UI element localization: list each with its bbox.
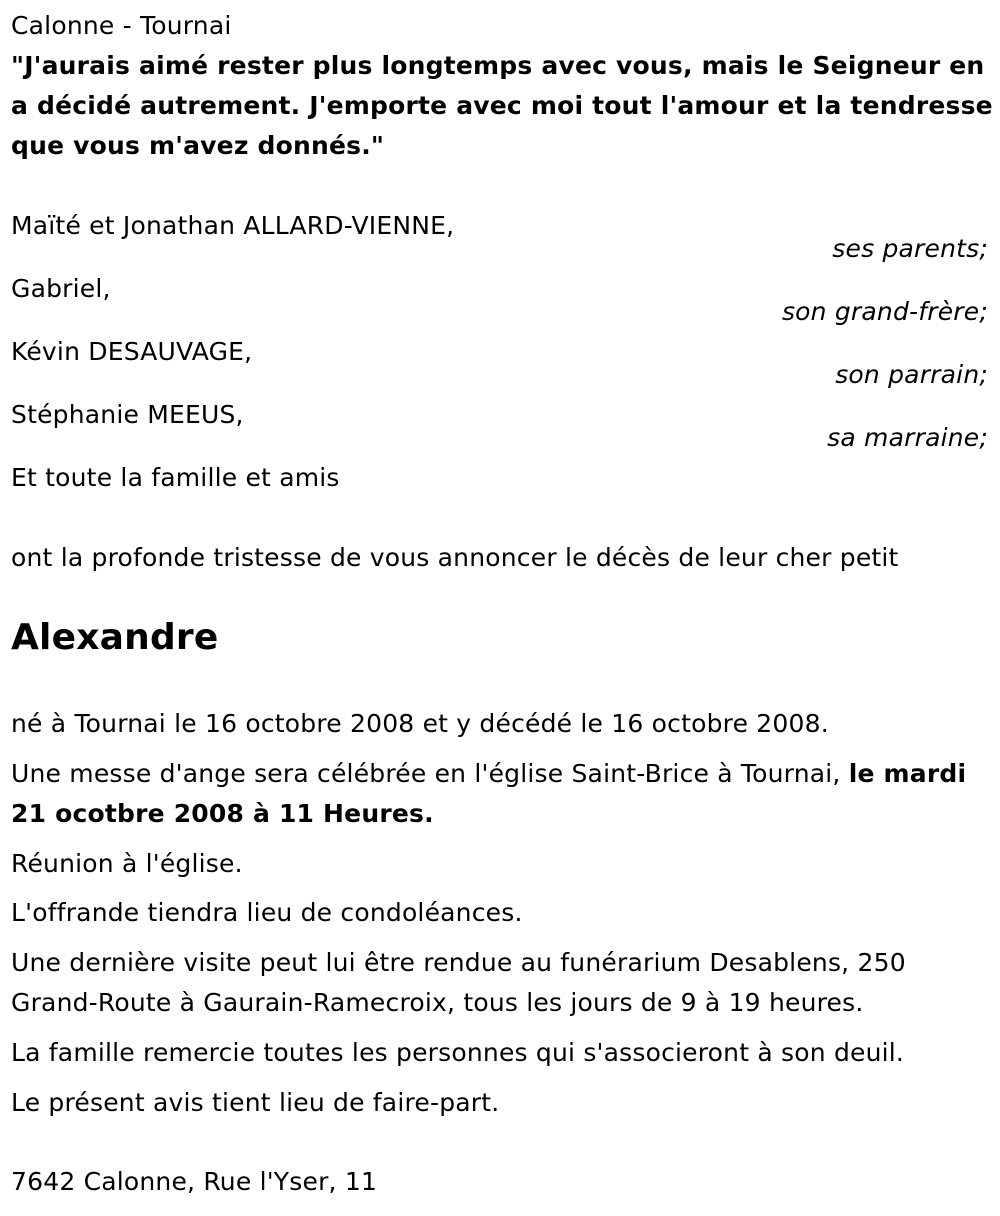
announcement: ont la profonde tristesse de vous annoncer le décès de leur cher petit	[11, 543, 899, 572]
notice-text: Le présent avis tient lieu de faire-part.	[11, 1088, 500, 1117]
family-name-brother: Gabriel,	[11, 274, 111, 303]
location-header: Calonne - Tournai	[11, 11, 232, 40]
mass-date: le mardi 21 ocotbre 2008 à 11 Heures.	[11, 759, 967, 828]
family-name-godfather: Kévin DESAUVAGE,	[11, 337, 253, 366]
visit-paragraph: Une dernière visite peut lui être rendue au funérarium Desablens, 250 Grand-Route à Gaurain-Ramecroix, tous les jours de 9 à 19 heures.	[11, 948, 906, 1017]
family-closing: Et toute la famille et amis	[11, 463, 340, 492]
family-name-godmother: Stéphanie MEEUS,	[11, 400, 244, 429]
meeting-text: Réunion à l'église.	[11, 849, 243, 878]
family-role-godmother: sa marraine;	[827, 423, 988, 452]
mass-intro: Une messe d'ange sera célébrée en l'église Saint-Brice à Tournai,	[11, 759, 849, 788]
thanks-text: La famille remercie toutes les personnes qui s'associeront à son deuil.	[11, 1038, 905, 1067]
mass-paragraph	[11, 754, 986, 834]
family-name-parents: Maïté et Jonathan ALLARD-VIENNE,	[11, 211, 455, 240]
family-role-parents: ses parents;	[832, 234, 988, 263]
deceased-name: Alexandre	[11, 617, 219, 658]
family-role-brother: son grand-frère;	[781, 297, 988, 326]
family-role-godfather: son parrain;	[835, 360, 988, 389]
address: 7642 Calonne, Rue l'Yser, 11	[11, 1167, 378, 1196]
offering-text: L'offrande tiendra lieu de condoléances.	[11, 898, 523, 927]
quote: "J'aurais aimé rester plus longtemps avec vous, mais le Seigneur en a décidé autrement. J'emporte avec moi tout l'amour et la tendresse que vous m'avez donnés."	[11, 51, 993, 160]
birth-death-text: né à Tournai le 16 octobre 2008 et y décédé le 16 octobre 2008.	[11, 709, 829, 738]
